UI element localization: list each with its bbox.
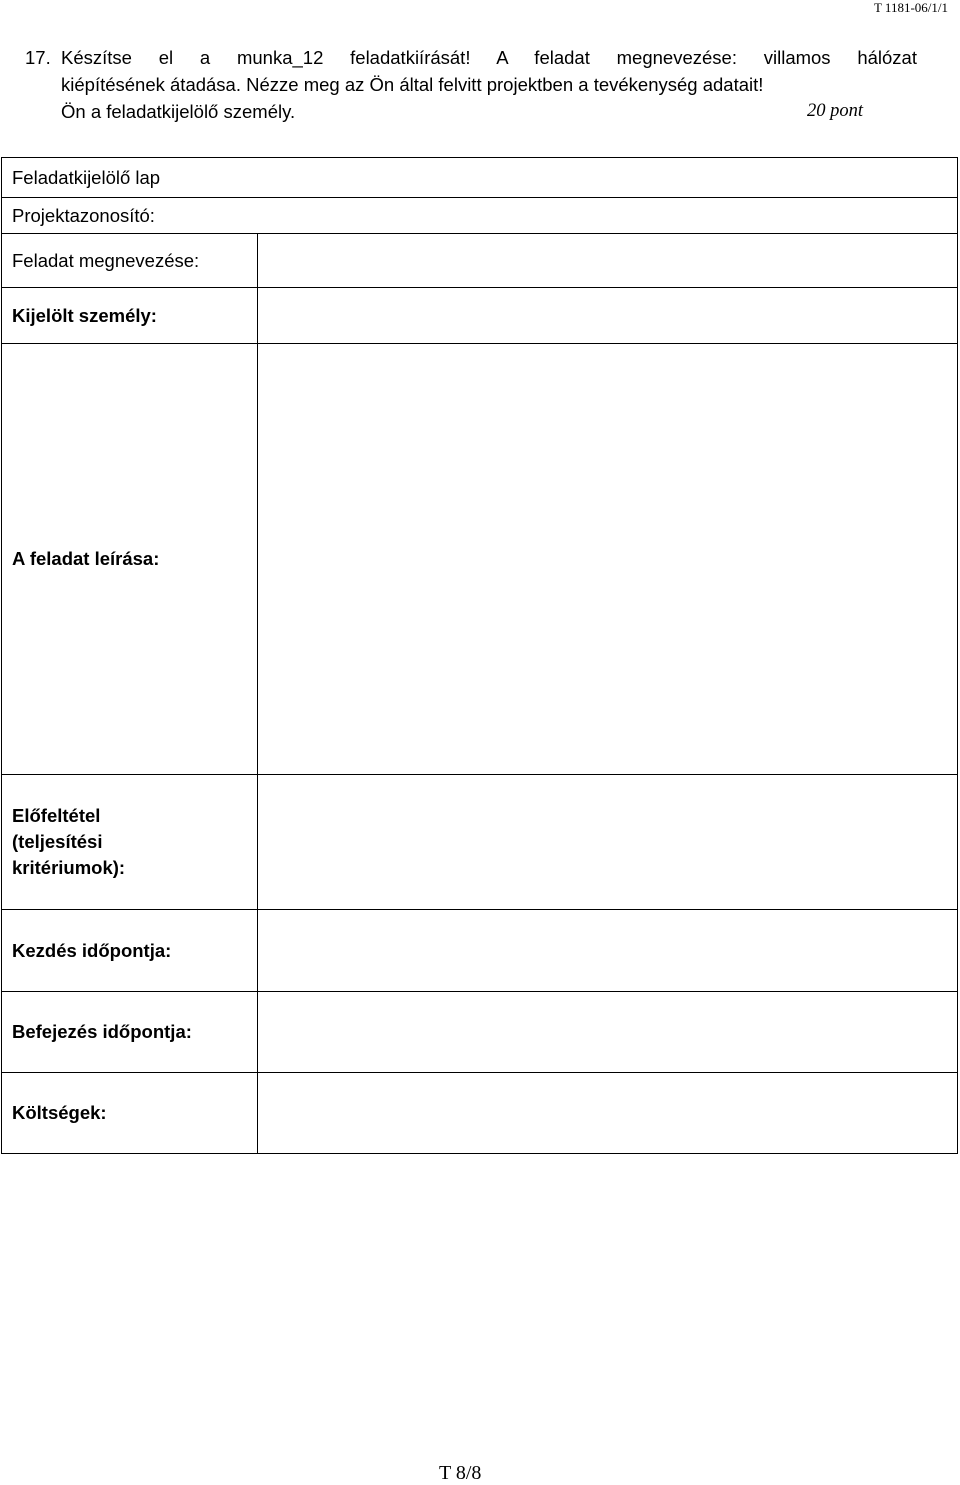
precondition-label-line-3: kritériumok):: [12, 857, 126, 878]
costs-row: [2, 1073, 958, 1154]
page-footer: T 8/8: [439, 1462, 482, 1484]
precondition-label: [2, 775, 258, 910]
end-row: [2, 992, 958, 1073]
end-label: Befejezés időpontja:: [2, 992, 258, 1073]
form-title-row: [2, 158, 958, 198]
assignee-field[interactable]: [258, 288, 958, 344]
start-field[interactable]: [258, 910, 958, 992]
task-name-field[interactable]: [258, 234, 958, 288]
form-title: Feladatkijelölő lap: [2, 158, 958, 198]
project-id-label: Projektazonosító:: [2, 198, 958, 234]
precondition-label-line-1: Előfeltétel: [12, 805, 101, 826]
costs-field[interactable]: [258, 1073, 958, 1154]
task-points: 20 pont: [807, 101, 864, 121]
task-line-1: [25, 44, 917, 71]
description-label: A feladat leírása:: [2, 344, 258, 775]
task-line-3: Ön a feladatkijelölő személy.: [61, 101, 296, 122]
task-instructions: [25, 44, 917, 125]
start-row: [2, 910, 958, 992]
task-line-2: kiépítésének átadása. Nézze meg az Ön által felvitt projektben a tevékenység adatait!: [61, 74, 764, 95]
precondition-field[interactable]: [258, 775, 958, 910]
end-field[interactable]: [258, 992, 958, 1073]
task-number: 17.: [25, 47, 51, 68]
start-label: Kezdés időpontja:: [2, 910, 258, 992]
task-name-label: Feladat megnevezése:: [2, 234, 258, 288]
precondition-row: [2, 775, 958, 910]
description-field[interactable]: [258, 344, 958, 775]
task-assignment-form: [1, 157, 958, 1154]
assignee-row: [2, 288, 958, 344]
project-id-row: [2, 198, 958, 234]
task-name-row: [2, 234, 958, 288]
costs-label: Költségek:: [2, 1073, 258, 1154]
precondition-label-line-2: (teljesítési: [12, 831, 103, 852]
description-row: [2, 344, 958, 775]
assignee-label: Kijelölt személy:: [2, 288, 258, 344]
page-code: T 1181-06/1/1: [873, 0, 948, 15]
task-text-1: Készítse el a munka_12 feladatkiírását! A feladat megnevezése: villamos hálózat: [61, 47, 917, 68]
